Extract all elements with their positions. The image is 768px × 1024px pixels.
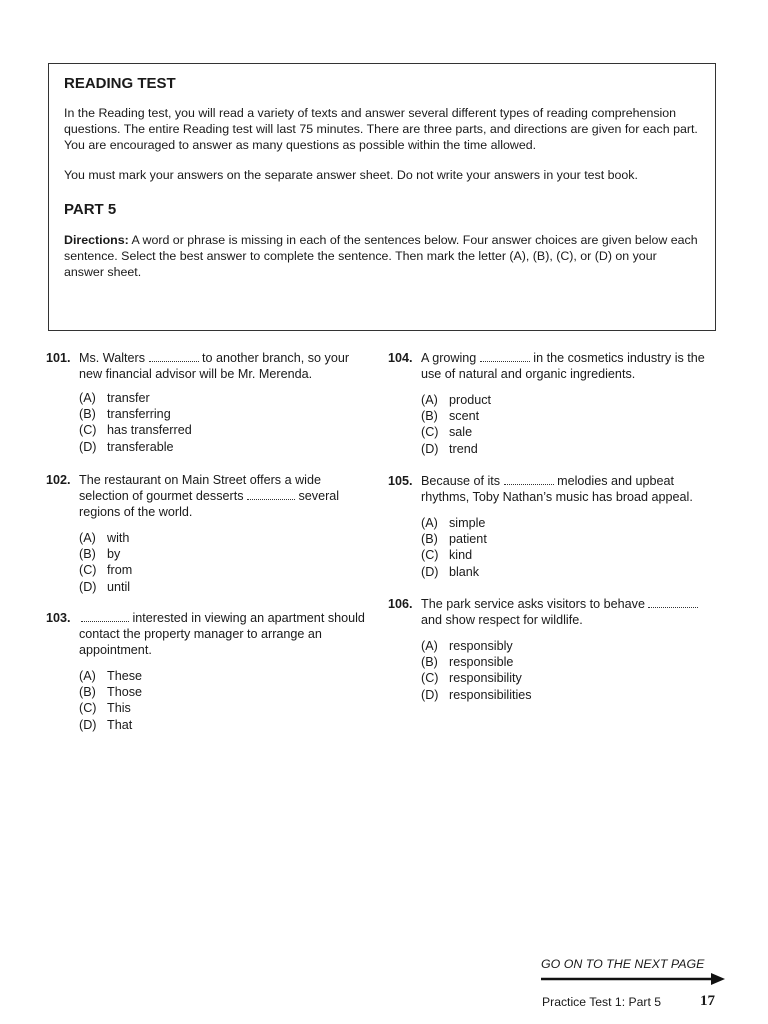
option-text: scent: [449, 409, 480, 424]
option-text: That: [107, 717, 133, 732]
stem-text-after: melodies and upbeat rhythms, Toby Nathan’s music has broad appeal.: [421, 474, 693, 504]
option-letter: (B): [421, 409, 438, 424]
stem-text-before: Because of its: [421, 474, 504, 488]
question-103: [46, 610, 366, 733]
option-a[interactable]: [79, 530, 350, 546]
answer-blank: [480, 351, 530, 362]
option-letter: (C): [421, 671, 439, 686]
stem-text-after: several regions of the world.: [79, 489, 340, 519]
option-text: responsibilities: [449, 687, 532, 702]
option-letter: (A): [79, 531, 96, 545]
question-number: 105.: [388, 474, 413, 488]
option-text: transfer: [107, 391, 150, 405]
option-letter: (B): [421, 655, 438, 670]
option-text: responsibility: [449, 671, 522, 686]
option-a[interactable]: [421, 392, 718, 408]
part-heading: PART 5: [64, 201, 117, 218]
question-number: 104.: [388, 351, 413, 365]
answer-options: [388, 515, 718, 580]
section-heading: READING TEST: [64, 75, 176, 92]
section-footer-label: Practice Test 1: Part 5: [542, 995, 661, 1009]
question-101: [46, 350, 366, 455]
answer-blank: [648, 597, 698, 608]
option-letter: (D): [79, 579, 97, 594]
question-104: [388, 350, 718, 457]
option-letter: (A): [421, 516, 438, 530]
option-text: patient: [449, 532, 487, 547]
option-a[interactable]: [421, 638, 718, 654]
option-text: responsibly: [449, 639, 513, 653]
question-stem: [388, 473, 718, 505]
option-text: blank: [449, 564, 480, 579]
option-c[interactable]: [421, 547, 718, 563]
answer-sheet-instruction: You must mark your answers on the separate answer sheet. Do not write your answers in your test book.: [64, 168, 638, 182]
option-c[interactable]: [421, 424, 718, 440]
instructions-box: [48, 63, 716, 331]
stem-text-before: A growing: [421, 351, 480, 365]
option-b[interactable]: [421, 531, 718, 547]
stem-text-after: interested in viewing an apartment should contact the property manager to arrange an appointment.: [79, 611, 365, 657]
option-text: from: [107, 563, 133, 578]
option-text: kind: [449, 548, 473, 563]
option-b[interactable]: [421, 408, 718, 424]
question-stem: [46, 472, 350, 520]
option-d[interactable]: [79, 579, 350, 595]
question-106: [388, 596, 718, 703]
go-on-next-page-text: GO ON TO THE NEXT PAGE: [541, 957, 705, 971]
answer-options: [46, 530, 350, 595]
question-102: [46, 472, 350, 595]
option-letter: (C): [421, 548, 439, 563]
option-text: by: [107, 547, 121, 562]
answer-options: [46, 668, 366, 733]
right-arrow-icon: [541, 972, 725, 986]
option-a[interactable]: [421, 515, 718, 531]
option-text: transferable: [107, 439, 174, 454]
option-letter: (D): [421, 687, 439, 702]
option-c[interactable]: [79, 700, 366, 716]
reading-test-description: In the Reading test, you will read a variety of texts and answer several different types of reading comprehension questions. The entire Reading test will last 75 minutes. There are three parts, and directions are given for each part. You are encouraged to answer as many questions as possible within the time allowed.: [64, 106, 698, 152]
option-c[interactable]: [421, 670, 718, 686]
option-letter: (A): [421, 393, 438, 407]
option-b[interactable]: [79, 406, 366, 422]
option-b[interactable]: [421, 654, 718, 670]
question-stem: [388, 596, 718, 628]
option-letter: (D): [79, 717, 97, 732]
option-d[interactable]: [79, 439, 366, 455]
option-d[interactable]: [421, 687, 718, 703]
directions-text: A word or phrase is missing in each of the sentences below. Four answer choices are given below each sentence. Select the best answer to complete the sentence. Then mark the letter (A), (B), (C), or (D) on your answer sheet.: [64, 233, 698, 279]
option-d[interactable]: [79, 717, 366, 733]
question-number: 101.: [46, 351, 71, 365]
option-a[interactable]: [79, 390, 366, 406]
option-b[interactable]: [79, 546, 350, 562]
option-letter: (C): [79, 423, 97, 438]
option-text: transferring: [107, 407, 171, 422]
option-text: trend: [449, 441, 478, 456]
answer-options: [46, 390, 366, 455]
option-d[interactable]: [421, 564, 718, 580]
answer-blank: [149, 351, 199, 362]
option-text: These: [107, 669, 143, 683]
option-letter: (A): [79, 669, 96, 683]
option-letter: (D): [79, 439, 97, 454]
option-c[interactable]: [79, 422, 366, 438]
option-b[interactable]: [79, 684, 366, 700]
answer-blank: [81, 611, 129, 622]
option-text: has transferred: [107, 423, 192, 438]
option-letter: (C): [421, 425, 439, 440]
answer-blank: [504, 474, 554, 485]
question-stem: [388, 350, 718, 382]
option-d[interactable]: [421, 441, 718, 457]
question-stem: [46, 350, 366, 382]
answer-options: [388, 638, 718, 703]
option-letter: (B): [79, 547, 96, 562]
stem-text-after: and show respect for wildlife.: [421, 613, 583, 627]
question-stem: [46, 610, 366, 658]
option-letter: (C): [79, 701, 97, 716]
option-letter: (B): [79, 407, 96, 422]
option-c[interactable]: [79, 562, 350, 578]
directions-label: Directions:: [64, 233, 129, 247]
option-text: responsible: [449, 655, 514, 670]
option-a[interactable]: [79, 668, 366, 684]
question-number: 106.: [388, 597, 413, 611]
option-text: until: [107, 579, 131, 594]
stem-text-after: to another branch, so your new financial advisor will be Mr. Merenda.: [79, 351, 350, 381]
option-letter: (D): [421, 564, 439, 579]
stem-text-before: The restaurant on Main Street offers a wide selection of gourmet desserts: [79, 473, 321, 503]
option-text: with: [107, 531, 130, 545]
option-letter: (D): [421, 441, 439, 456]
option-text: simple: [449, 516, 486, 530]
option-letter: (B): [79, 685, 96, 700]
option-text: Those: [107, 685, 143, 700]
option-text: This: [107, 701, 131, 716]
page-number: 17: [700, 993, 715, 1009]
question-105: [388, 473, 718, 580]
option-letter: (B): [421, 532, 438, 547]
option-letter: (C): [79, 563, 97, 578]
option-letter: (A): [79, 391, 96, 405]
question-number: 103.: [46, 611, 71, 625]
answer-options: [388, 392, 718, 457]
stem-text-after: in the cosmetics industry is the use of natural and organic ingredients.: [421, 351, 705, 381]
option-text: product: [449, 393, 492, 407]
answer-blank: [247, 489, 295, 500]
question-number: 102.: [46, 473, 71, 487]
option-letter: (A): [421, 639, 438, 653]
directions: [64, 232, 700, 280]
option-text: sale: [449, 425, 473, 440]
stem-text-before: The park service asks visitors to behave: [421, 597, 649, 611]
stem-text-before: Ms. Walters: [79, 351, 149, 365]
